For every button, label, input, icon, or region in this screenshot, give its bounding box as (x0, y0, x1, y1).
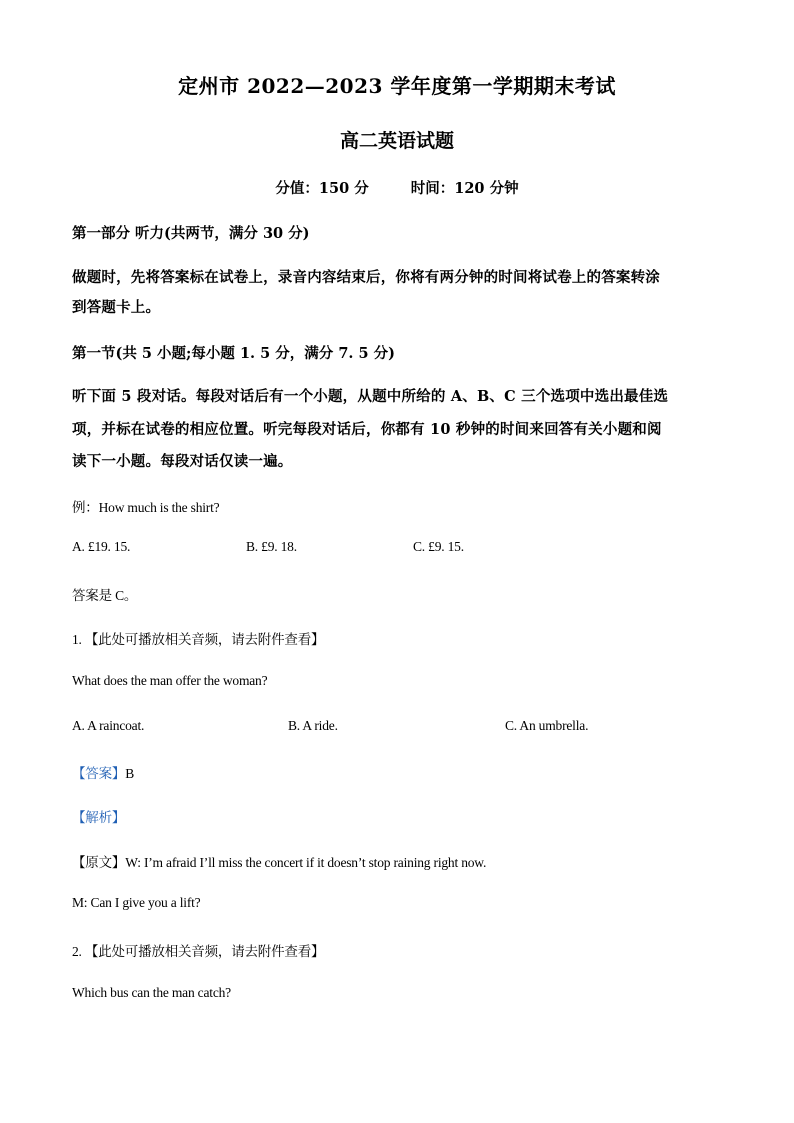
q2-audio-note: 2. 【此处可播放相关音频，请去附件查看】 (72, 944, 325, 959)
q1-transcript-m: M: Can I give you a lift? (72, 895, 201, 910)
transcript-w-text: W: I’m afraid I’ll miss the concert if it doesn’t stop raining right now. (125, 855, 487, 870)
exam-meta (0, 177, 794, 198)
part1-heading: 第一部分 听力(共两节，满分 30 分) (72, 225, 310, 242)
q1-audio-note: 1. 【此处可播放相关音频，请去附件查看】 (72, 632, 325, 647)
exam-subtitle: 高二英语试题 (339, 130, 454, 152)
score-label: 分值：150 分 (275, 180, 369, 197)
q1-option-a: A. A raincoat. (72, 718, 145, 733)
time-label: 时间：120 分钟 (410, 180, 519, 197)
section1-instruction-line3: 读下一小题。每段对话仅读一遍。 (72, 453, 293, 470)
part1-instruction-line2: 到答题卡上。 (72, 299, 161, 316)
section1-instruction-line1: 听下面 5 段对话。每段对话后有一个小题，从题中所给的 A、B、C 三个选项中选出最佳选 (72, 388, 669, 405)
example-option-c: C. £9. 15. (413, 539, 464, 554)
exam-title: 定州市 2022—2023 学年度第一学期期末考试 (178, 74, 616, 98)
transcript-tag: 【原文】 (72, 855, 126, 870)
example-option-a: A. £19. 15. (72, 539, 131, 554)
example-answer: 答案是 C。 (72, 588, 138, 603)
analysis-tag: 【解析】 (72, 810, 126, 825)
q1-transcript-w (72, 851, 486, 871)
section1-heading: 第一节(共 5 小题;每小题 1. 5 分，满分 7. 5 分) (72, 345, 395, 362)
q1-option-c: C. An umbrella. (505, 718, 589, 733)
part1-instruction-line1: 做题时，先将答案标在试卷上，录音内容结束后，你将有两分钟的时间将试卷上的答案转涂 (72, 269, 660, 286)
example-option-b: B. £9. 18. (246, 539, 297, 554)
example-question: 例：How much is the shirt? (72, 500, 220, 515)
q1-question: What does the man offer the woman? (72, 673, 268, 688)
q2-question: Which bus can the man catch? (72, 985, 231, 1000)
q1-analysis (72, 806, 125, 826)
answer-tag: 【答案】 (72, 766, 126, 781)
q1-option-b: B. A ride. (288, 718, 338, 733)
q1-answer (72, 762, 134, 782)
answer-value: B (125, 766, 135, 781)
section1-instruction-line2: 项，并标在试卷的相应位置。听完每段对话后，你都有 10 秒钟的时间来回答有关小题和阅 (72, 421, 662, 438)
